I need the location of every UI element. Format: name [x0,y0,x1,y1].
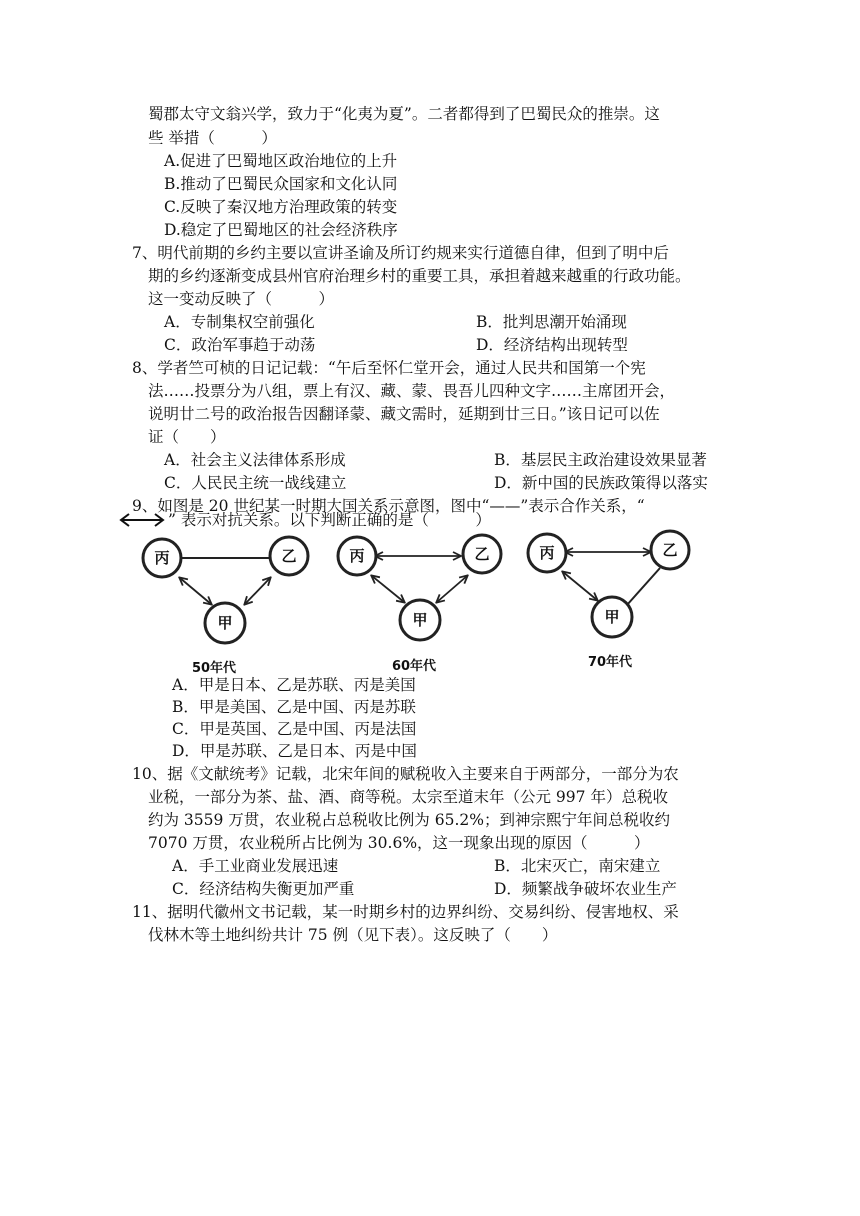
q6-stem-line-2: 些 举措（ ） [148,129,277,147]
node-yi-label: 乙 [474,545,490,563]
q9-option-b: B．甲是美国、乙是中国、丙是苏联 [172,698,416,716]
node-bing-label: 丙 [349,547,365,565]
q11-stem-line-2: 伐林木等土地纠纷共计 75 例（见下表）。这反映了（ ） [148,926,558,944]
q7-option-b: B．批判思潮开始涌现 [476,313,627,331]
q6-stem-line-1: 蜀郡太守文翁兴学，致力于“化夷为夏”。二者都得到了巴蜀民众的推崇。这 [148,105,660,123]
q8-option-a: A．社会主义法律体系形成 [164,451,346,469]
q8-stem-line-2: 法……投票分为八组，票上有汉、藏、蒙、畏吾儿四种文字……主席团开会， [148,382,676,400]
node-jia-label: 甲 [604,608,620,626]
q8-stem-line-4: 证（ ） [148,428,226,446]
q9-stem-line-1: 9、如图是 20 世纪某一时期大国关系示意图，图中“——”表示合作关系，“ [132,497,645,515]
q10-stem-line-1: 10、据《文献统考》记载，北宋年间的赋税收入主要来自于两部分，一部分为农 [132,765,679,783]
diagram-panel-70s [528,531,689,670]
confrontation-arrow-bing-jia [372,576,404,602]
confrontation-arrow-bing-jia [180,578,211,604]
q8-option-c: C．人民民主统一战线建立 [164,474,347,492]
q6-option-d: D.稳定了巴蜀地区的社会经济秩序 [164,221,398,239]
q7-option-d: D．经济结构出现转型 [476,336,628,354]
node-bing-label: 丙 [154,549,170,567]
q7-stem-line-3: 这一变动反映了（ ） [148,290,335,308]
q9-option-c: C．甲是英国、乙是中国、丙是法国 [172,720,417,738]
q7-option-c: C．政治军事趋于动荡 [164,336,316,354]
q9-stem-line-2: ” 表示对抗关系。以下判断正确的是（ ） [168,511,491,529]
node-jia-label: 甲 [217,614,233,632]
q6-option-b: B.推动了巴蜀民众国家和文化认同 [164,175,398,193]
node-bing-label: 丙 [539,544,555,562]
q6-option-c: C.反映了秦汉地方治理政策的转变 [164,198,398,216]
q8-stem-line-1: 8、学者竺可桢的日记记载：“午后至怀仁堂开会，通过人民共和国第一个宪 [132,359,646,377]
q8-option-b: B．基层民主政治建设效果显著 [494,451,707,469]
diagram-panel-50s [143,537,308,676]
cooperation-line-yi-jia [627,568,660,605]
diagram-panel-60s [338,535,501,674]
period-caption-50s: 50年代 [191,661,237,676]
q7-stem-line-1: 7、明代前期的乡约主要以宣讲圣谕及所订约规来实行道德自律，但到了明中后 [132,244,669,262]
q7-stem-line-2: 期的乡约逐渐变成县州官府治理乡村的重要工具，承担着越来越重的行政功能。 [148,267,691,285]
q9-option-a: A．甲是日本、乙是苏联、丙是美国 [172,676,416,694]
q10-option-d: D．频繁战争破坏农业生产 [494,880,677,898]
confrontation-arrow-bing-jia [563,572,597,600]
node-yi-label: 乙 [281,547,297,565]
q8-option-d: D．新中国的民族政策得以落实 [494,474,708,492]
q7-option-a: A．专制集权空前强化 [164,313,315,331]
q9-option-d: D．甲是苏联、乙是日本、丙是中国 [172,742,417,760]
q8-stem-line-3: 说明廿二号的政治报告因翻译蒙、藏文需时，延期到廿三日。”该日记可以佐 [148,405,660,423]
q10-option-b: B．北宋灭亡，南宋建立 [494,857,661,875]
q10-stem-line-4: 7070 万贯，农业税所占比例为 30.6%，这一现象出现的原因（ ） [148,834,650,852]
confrontation-arrow-yi-jia [437,576,467,602]
node-yi-label: 乙 [662,541,678,559]
q10-option-a: A．手工业商业发展迅速 [172,857,339,875]
q11-stem-line-1: 11、据明代徽州文书记载，某一时期乡村的边界纠纷、交易纠纷、侵害地权、采 [132,903,679,921]
q10-stem-line-3: 约为 3559 万贯，农业税占总税收比例为 65.2%；到神宗熙宁年间总税收约 [148,811,670,829]
period-caption-60s: 60年代 [391,659,437,674]
confrontation-arrow-yi-jia [245,578,270,604]
q6-option-a: A.促进了巴蜀地区政治地位的上升 [164,152,398,170]
node-jia-label: 甲 [412,611,428,629]
period-caption-70s: 70年代 [587,655,633,670]
q10-stem-line-2: 业税，一部分为茶、盐、酒、商等税。太宗至道末年（公元 997 年）总税收 [148,788,668,806]
q10-option-c: C．经济结构失衡更加严重 [172,880,355,898]
